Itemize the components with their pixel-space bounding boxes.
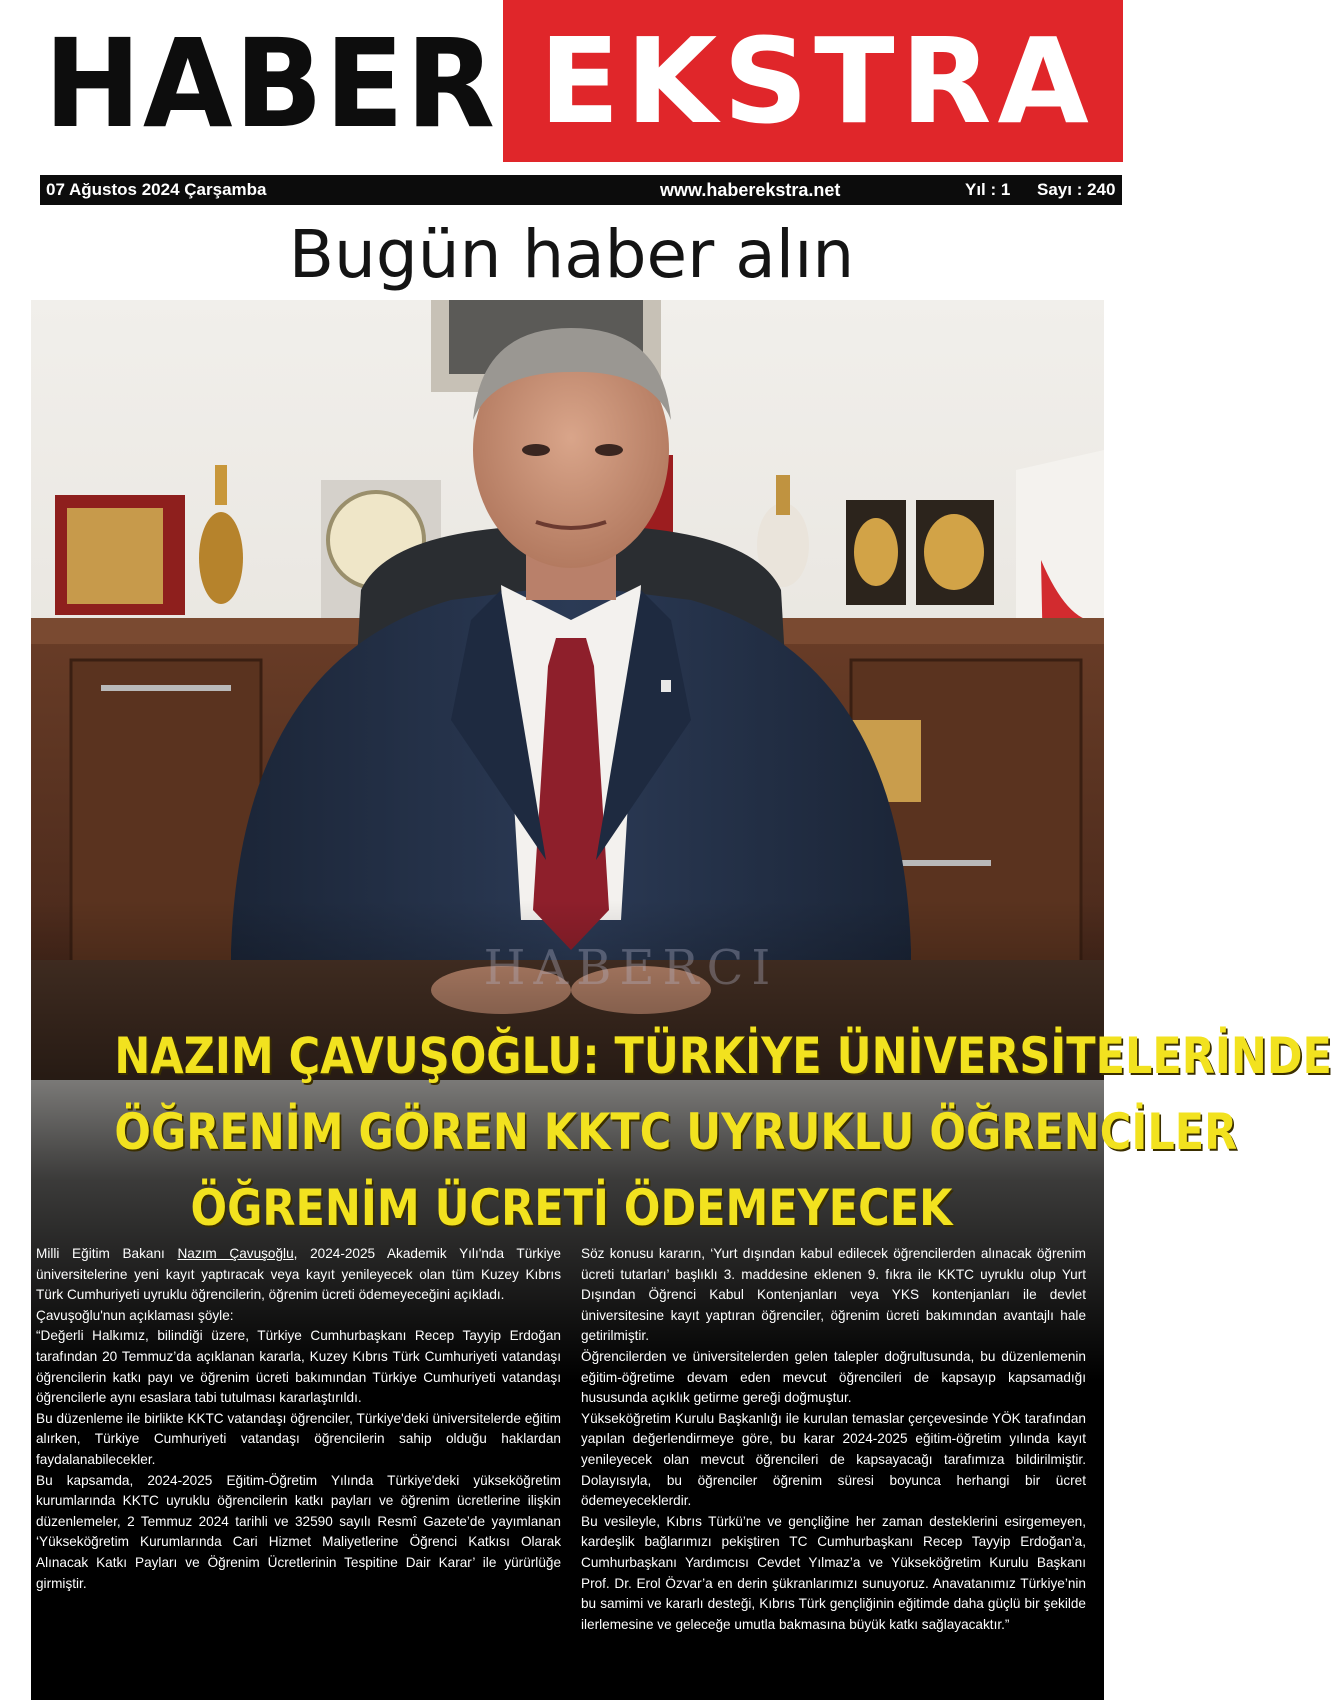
headline-line-1: NAZIM ÇAVUŞOĞLU: TÜRKİYE ÜNİVERSİTELERİNDE <box>114 1027 1332 1085</box>
photo-watermark: HABERCI <box>483 940 779 996</box>
headline-line-3: ÖĞRENİM ÜCRETİ ÖDEMEYECEK <box>190 1179 953 1237</box>
article-paragraph: Bu düzenleme ile birlikte KKTC vatandaşı öğrenciler, Türkiye'deki üniversitelerde eğitim alırken, Türkiye Cumhuriyeti vatandaşı öğrencilerin sahip olduğu haklardan faydalanabilecekler. <box>36 1410 561 1467</box>
article-paragraph: Söz konusu kararın, ‘Yurt dışından kabul edilecek öğrencilerden alınacak öğrenim ücreti tutarları’ başlıklı 3. maddesine eklenen 9. fıkra ile KKTC uyruklu olup Yurt Dışından Öğrenci Kabul Kontenjanları veya YKS kontenjanları ile devlet üniversitesine kayıt yaptıran öğrenciler, öğrenim ücreti bakımından avantajlı hale getirilmiştir. <box>581 1246 1086 1344</box>
issue-number: Sayı : 240 <box>1037 180 1116 199</box>
masthead <box>0 0 1143 168</box>
headline <box>114 1018 1332 1243</box>
brand-name-red: EKSTRA <box>539 12 1095 150</box>
issue-year: Yıl : 1 <box>965 180 1011 199</box>
slogan: Bugün haber alın <box>288 216 855 293</box>
article-column-left <box>36 1244 561 1594</box>
article-paragraph: Yükseköğretim Kurulu Başkanlığı ile kurulan temaslar çerçevesinde YÖK tarafından yapılan değerlendirmeye göre, bu karar 2024-2025 eğitim-öğretim yılında kayıt yenileyecek olan mevcut öğrencileri de kapsayacağı tarafımıza bildirilmiştir. Dolayısıyla, bu öğrenciler öğrenim süresi boyunca herhangi bir ücret ödemeyeceklerdir. <box>581 1410 1086 1509</box>
issue-date: 07 Ağustos 2024 Çarşamba <box>46 180 267 199</box>
article-paragraph: Bu kapsamda, 2024-2025 Eğitim-Öğretim Yılında Türkiye'deki yükseköğretim kurumlarında KKTC uyruklu öğrencilerin katkı payları ve öğrenim ücretlerine ilişkin düzenlemeler, 2 Temmuz 2024 tarihli ve 32590 sayılı Resmî Gazete’de yayımlanan ‘Yükseköğretim Kurumlarında Cari Hizmet Maliyetlerine Öğrenci Katkısı Olarak Alınacak Katkı Payları ve Öğrenim Ücretlerinin Tespitine Dair Karar’ ile yürürlüğe girmiştir. <box>36 1472 561 1591</box>
lead-text-after: , 2024-2025 Akademik Yılı'nda Türkiye üniversitelerine yeni kayıt yaptıracak veya kayıt yenileyecek olan tüm Kuzey Kıbrıs Türk Cumhuriyeti uyruklu öğrencilerin, öğrenim ücreti ödemeyeceğini açıkladı. <box>36 1246 561 1303</box>
website-url[interactable]: www.haberekstra.net <box>660 180 841 200</box>
article-body <box>36 1244 1088 1664</box>
minister-name-link[interactable]: Nazım Çavuşoğlu <box>177 1246 294 1261</box>
article-paragraph: Bu vesileyle, Kıbrıs Türkü’ne ve gençliğine her zaman desteklerini esirgemeyen, kardeşlik bağlarımızı pekiştiren TC Cumhurbaşkanı Recep Tayyip Erdoğan’a, Cumhurbaşkanı Yardımcısı Cevdet Yılmaz’a ve Yükseköğretim Kurulu Başkanı Prof. Dr. Erol Özvar’a en derin şükranlarımızı sunuyoruz. Anavatanımız Türkiye’nin bu samimi ve kararlı desteği, Kıbrıs Türk gençliğinin eğitimde daha güçlü bir şekilde ilerlemesine ve geleceğe umutla bakmasına büyük katkı sağlayacaktır.” <box>581 1513 1086 1632</box>
issue-info-bar <box>40 175 1122 205</box>
lead-text-before: Milli Eğitim Bakanı <box>36 1246 178 1261</box>
article-paragraph: Çavuşoğlu'nun açıklaması şöyle: <box>36 1307 234 1323</box>
article-lead-paragraph <box>36 1244 561 1306</box>
brand-name-black: HABER <box>44 13 497 155</box>
brand-red-box <box>503 0 1123 162</box>
article-paragraph: Öğrencilerden ve üniversitelerden gelen talepler doğrultusunda, bu düzenlemenin eğitim-öğretime devam eden mevcut öğrencileri de kapsayıp kapsamadığı hususunda açıklık getirme gereği doğmuştur. <box>581 1348 1086 1406</box>
article-column-right <box>581 1244 1086 1635</box>
headline-line-2: ÖĞRENİM GÖREN KKTC UYRUKLU ÖĞRENCİLER <box>114 1103 1238 1161</box>
article-paragraph: “Değerli Halkımız, bilindiği üzere, Türkiye Cumhurbaşkanı Recep Tayyip Erdoğan tarafından 20 Temmuz’da açıklanan kararla, Kuzey Kıbrıs Türk Cumhuriyeti vatandaşı öğrencilerin katkı payı ve öğrenim ücreti bakımından Türkiye Cumhuriyeti vatandaşı öğrencilerle aynı esaslara tabi tutulması kararlaştırıldı. <box>36 1328 561 1406</box>
